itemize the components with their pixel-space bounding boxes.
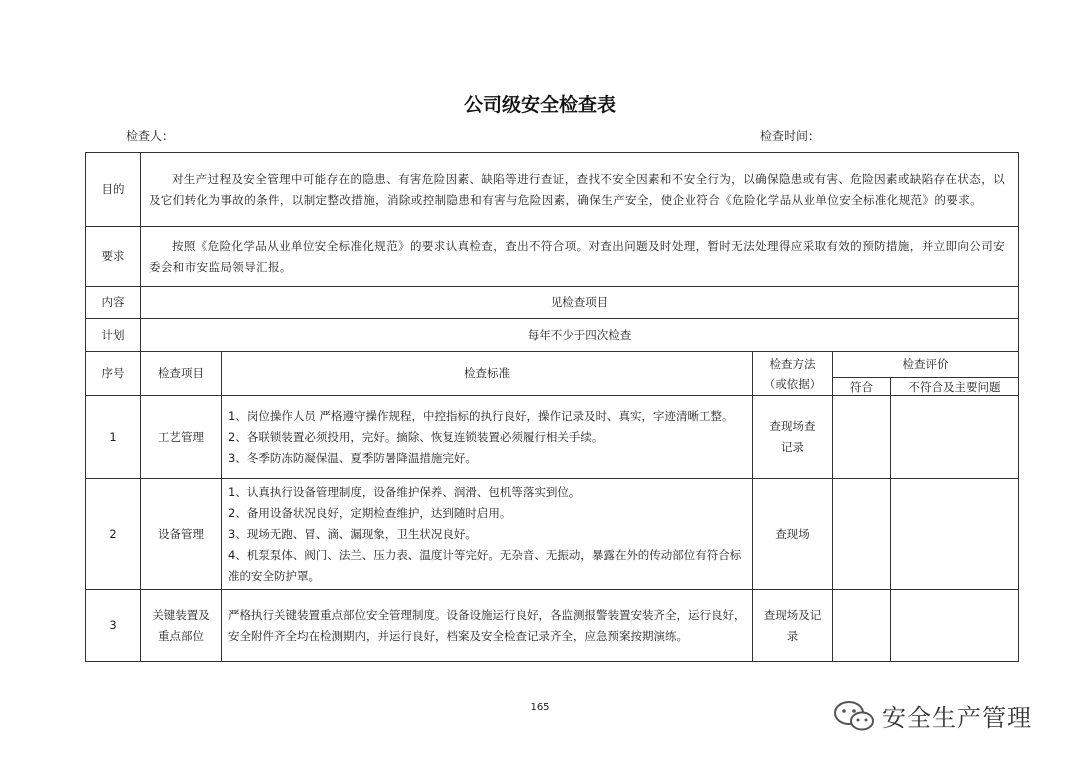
standard-line: 严格执行关键装置重点部位安全管理制度。设备设施运行良好，各监测报警装置安装齐全，运行良好，安全附件齐全均在检测期内，并运行良好，档案及安全检查记录齐全，应急预案按期演练。: [228, 607, 746, 643]
purpose-text: 对生产过程及安全管理中可能存在的隐患、有害危险因素、缺陷等进行查证，查找不安全因素和不安全行为，以确保隐患或有害、危险因素或缺陷存在状态，以及它们转化为事故的条件，以制定整改措施，消除或控制隐患和有害与危险因素，确保生产安全，使企业符合《危险化学品从业单位安全标准化规范》的要求。: [141, 153, 1019, 227]
row-method: 查现场: [753, 479, 833, 590]
purpose-label: 目的: [86, 153, 141, 227]
row-standards: [222, 590, 753, 662]
checklist-table: [85, 152, 1019, 662]
header-nonconform: 不符合及主要问题: [891, 378, 1019, 396]
plan-label: 计划: [86, 319, 141, 352]
header-method-sub: （或依据）: [763, 376, 822, 391]
row-no: 1: [86, 396, 141, 479]
document-title: 公司级安全检查表: [463, 94, 616, 116]
inspector-label: 检查人：: [126, 129, 175, 143]
page-number: 165: [530, 702, 550, 713]
plan-row: [86, 319, 1019, 352]
standard-line: 1、认真执行设备管理制度，设备维护保养、润滑、包机等落实到位。: [228, 484, 581, 499]
requirement-text: 按照《危险化学品从业单位安全标准化规范》的要求认真检查，查出不符合项。对查出问题及时处理，暂时无法处理得应采取有效的预防措施，并立即向公司安委会和市安监局领导汇报。: [141, 227, 1019, 287]
row-item: 工艺管理: [141, 396, 222, 479]
row-conform-cell[interactable]: [833, 479, 891, 590]
header-method-label: 检查方法: [769, 356, 816, 371]
row-nonconform-cell[interactable]: [891, 479, 1019, 590]
wechat-icon: [832, 699, 876, 733]
row-item: 设备管理: [141, 479, 222, 590]
content-row: [86, 287, 1019, 319]
standard-line: 2、备用设备状况良好，定期检查维护，达到随时启用。: [228, 505, 512, 520]
watermark-text: 安全生产管理: [882, 704, 1032, 732]
row-nonconform-cell[interactable]: [891, 590, 1019, 662]
table-row: [86, 396, 1019, 479]
standard-line: 2、各联锁装置必须投用，完好。摘除、恢复连锁装置必须履行相关手续。: [228, 429, 604, 444]
header-method: [753, 352, 833, 396]
row-no: 3: [86, 590, 141, 662]
header-row: [86, 352, 1019, 378]
standard-line: 3、冬季防冻防凝保温、夏季防暑降温措施完好。: [228, 450, 477, 465]
content-label: 内容: [86, 287, 141, 319]
row-standards: [222, 396, 753, 479]
table-row: [86, 590, 1019, 662]
header-evaluation: 检查评价: [833, 352, 1019, 378]
row-conform-cell[interactable]: [833, 590, 891, 662]
row-method: 查现场及记录: [753, 590, 833, 662]
header-standard: 检查标准: [222, 352, 753, 396]
header-conform: 符合: [833, 378, 891, 396]
standard-line: 1、岗位操作人员 严格遵守操作规程，中控指标的执行良好，操作记录及时、真实，字迹清晰工整。: [228, 408, 734, 423]
requirement-row: [86, 227, 1019, 287]
inspection-time-label: 检查时间：: [760, 129, 821, 143]
requirement-label: 要求: [86, 227, 141, 287]
table-row: [86, 479, 1019, 590]
row-method: 查现场查记录: [753, 396, 833, 479]
standard-line: 4、机泵泵体、阀门、法兰、压力表、温度计等完好。无杂音、无振动，暴露在外的传动部位有符合标准的安全防护罩。: [228, 547, 742, 583]
row-standards: [222, 479, 753, 590]
standard-line: 3、现场无跑、冒、滴、漏现象，卫生状况良好。: [228, 526, 477, 541]
row-item: 关键装置及重点部位: [141, 590, 222, 662]
watermark: [832, 698, 1032, 733]
plan-value: 每年不少于四次检查: [141, 319, 1019, 352]
header-item: 检查项目: [141, 352, 222, 396]
row-conform-cell[interactable]: [833, 396, 891, 479]
header-no: 序号: [86, 352, 141, 396]
purpose-row: [86, 153, 1019, 227]
content-value: 见检查项目: [141, 287, 1019, 319]
row-no: 2: [86, 479, 141, 590]
row-nonconform-cell[interactable]: [891, 396, 1019, 479]
